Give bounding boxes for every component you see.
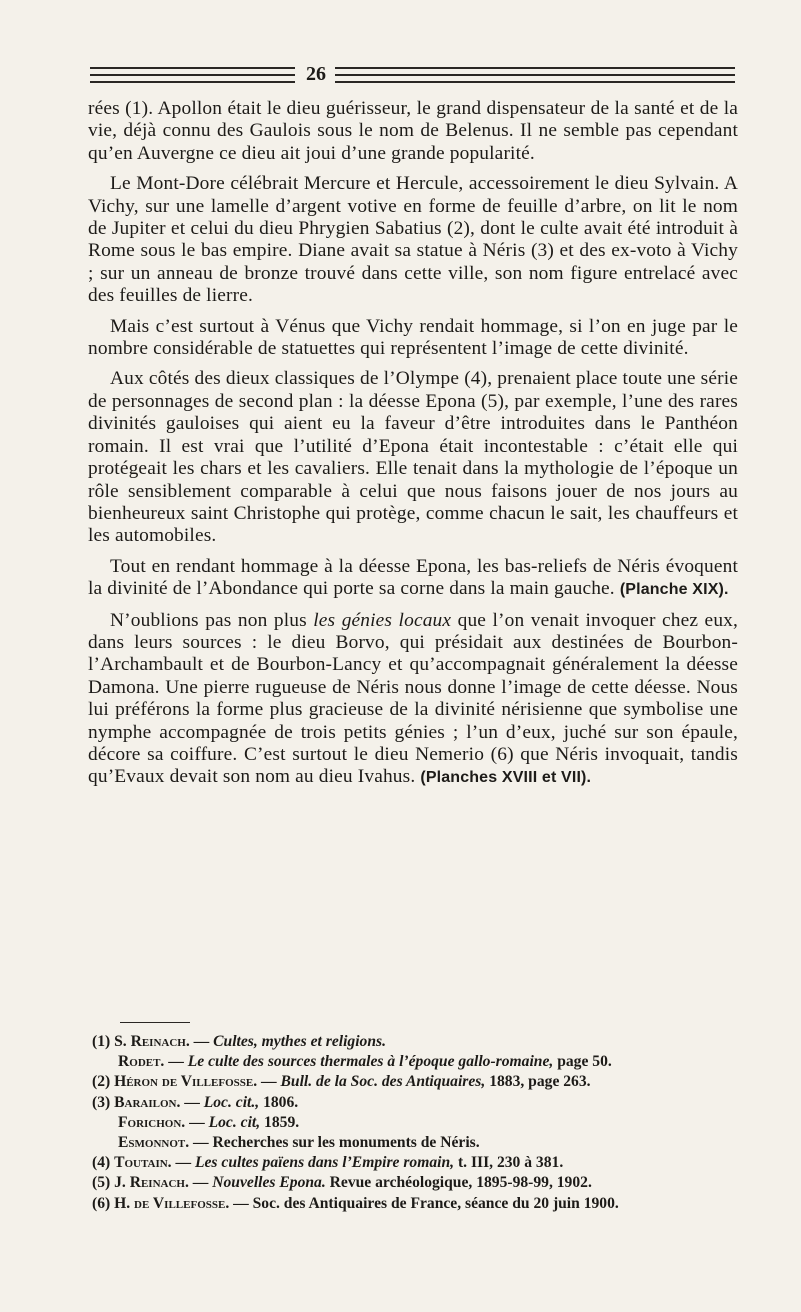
footnote-3c: Esmonnot. — Recherches sur les monuments de Néris.: [118, 1134, 480, 1152]
footnote-title: Bull. de la Soc. des Antiquaires,: [280, 1073, 486, 1091]
footnote-number: (2): [92, 1073, 111, 1091]
paragraph-1: rées (1). Apollon était le dieu guérisseur, le grand dispensateur de la santé et de la vie, déjà connu des Gaulois sous le nom de Belenus. Il ne semble pas cependant qu’en Auvergne ce dieu ait joui d’une grande popularité.: [88, 98, 738, 164]
header-rule: [90, 67, 295, 69]
footnote-2: (2) Héron de Villefosse. — Bull. de la Soc. des Antiquaires, 1883, page 263.: [92, 1073, 591, 1091]
header-rule: [90, 81, 295, 83]
paragraph-2: Le Mont-Dore célébrait Mercure et Hercule, accessoirement le dieu Sylvain. A Vichy, sur une lamelle d’argent votive en forme de feuille d’arbre, on lit le nom de Jupiter et celui du dieu Phrygien Sabatius (2), dont le culte avait été introduit à Rome sous le bas empire. Diane avait sa statue à Néris (3) et des ex-voto à Vichy ; sur un anneau de bronze trouvé dans cette ville, son nom figure entrelacé avec des feuilles de lierre.: [88, 173, 738, 307]
footnote-number: (3): [92, 1093, 111, 1111]
footnote-3b: Forichon. — Loc. cit, 1859.: [118, 1113, 300, 1131]
paragraph-5-text: Tout en rendant hommage à la déesse Epona, les bas-reliefs de Néris évoquent la divinité de l’Abondance qui porte sa corne dans la main gauche.: [88, 555, 738, 600]
paragraph-6-lead: N’oublions pas non plus: [110, 609, 307, 631]
footnote-number: (5): [92, 1174, 111, 1192]
footnote-1: (1) S. Reinach. — Cultes, mythes et religions.: [92, 1033, 386, 1050]
paragraph-6-text: que l’on venait invoquer chez eux, dans leurs sources : le dieu Borvo, qui présidait aux destinées de Bourbon-l’Archambault et de Bourbon-Lancy et qu’accompagnait généralement la déesse Damona. Une pierre rugueuse de Néris nous donne l’image de cette déesse. Nous lui préférons la forme plus gracieuse de la divinité nérisienne que symbolise une nymphe accompagnée de trois petits génies ; l’un d’eux, juché sur son épaule, décore sa coiffure. C’est surtout le dieu Nemerio (6) que Néris invoquait, tandis qu’Evaux devait son nom au dieu Ivahus.: [88, 609, 739, 788]
footnote-rest: 1806.: [263, 1093, 299, 1111]
header-rule: [335, 74, 735, 76]
footnote-author: Toutain.: [114, 1154, 172, 1172]
footnote-rest: t. III, 230 à 381.: [457, 1154, 564, 1172]
footnote-5: (5) J. Reinach. — Nouvelles Epona. Revue archéologique, 1895-98-99, 1902.: [92, 1174, 592, 1192]
footnote-author: J. Reinach.: [114, 1174, 189, 1192]
paragraph-6-italic: les génies locaux: [313, 609, 452, 631]
footnote-number: (6): [92, 1194, 111, 1212]
footnote-rest: page 50.: [557, 1053, 612, 1071]
footnote-number: (4): [92, 1154, 111, 1172]
footnote-title: Le culte des sources thermales à l’époque gallo-romaine,: [187, 1053, 554, 1071]
footnote-rest: 1859.: [264, 1113, 300, 1131]
footnote-number: (1): [92, 1033, 111, 1050]
page-header: [90, 60, 735, 90]
footnote-author: S. Reinach.: [114, 1033, 190, 1050]
footnote-rest: Soc. des Antiquaires de France, séance du 20 juin 1900.: [252, 1194, 619, 1212]
footnote-title: Les cultes païens dans l’Empire romain,: [194, 1154, 455, 1172]
paragraph-5: [88, 556, 738, 602]
footnote-rest: 1883, page 263.: [489, 1073, 591, 1091]
footnote-3: (3) Barailon. — Loc. cit., 1806.: [92, 1093, 299, 1111]
paragraph-6: [88, 610, 738, 790]
footnote-author: Héron de Villefosse.: [114, 1073, 258, 1091]
header-rule: [90, 74, 295, 76]
header-rule: [335, 67, 735, 69]
footnote-rest: Revue archéologique, 1895-98-99, 1902.: [329, 1174, 592, 1192]
footnote-rest: Recherches sur les monuments de Néris.: [212, 1134, 480, 1152]
paragraph-3: Mais c’est surtout à Vénus que Vichy rendait hommage, si l’on en juge par le nombre considérable de statuettes qui représentent l’image de cette divinité.: [88, 315, 738, 360]
footnote-title: Loc. cit.,: [203, 1093, 260, 1111]
footnote-4: (4) Toutain. — Les cultes païens dans l’Empire romain, t. III, 230 à 381.: [92, 1154, 564, 1172]
footnote-author: Esmonnot.: [118, 1134, 190, 1152]
footnotes: [88, 1032, 738, 1214]
plate-reference: (Planche XIX).: [619, 581, 729, 599]
footnote-rule: [120, 1022, 190, 1023]
footnote-title: Loc. cit,: [208, 1113, 261, 1131]
header-rule: [335, 81, 735, 83]
footnote-author: Forichon.: [118, 1113, 186, 1131]
footnote-author: Rodet.: [118, 1053, 165, 1071]
footnote-6: (6) H. de Villefosse. — Soc. des Antiquaires de France, séance du 20 juin 1900.: [92, 1194, 619, 1212]
footnote-1b: Rodet. — Le culte des sources thermales à l’époque gallo-romaine, page 50.: [118, 1053, 612, 1071]
footnote-author: H. de Villefosse.: [114, 1194, 230, 1212]
body-text: [88, 98, 738, 798]
page-number: 26: [298, 60, 334, 88]
paragraph-4: Aux côtés des dieux classiques de l’Olympe (4), prenaient place toute une série de personnages de second plan : la déesse Epona (5), par exemple, l’une des rares divinités gauloises qui aient eu la faveur d’être introduites dans le Panthéon romain. Il est vrai que l’utilité d’Epona était incontestable : c’était elle qui protégeait les chars et les cavaliers. Elle tenait dans la mythologie de l’époque un rôle sensiblement comparable à celui que nous faisons jouer de nos jours au bienheureux saint Christophe qui protège, comme chacun le sait, les chauffeurs et les automobiles.: [88, 368, 738, 547]
footnote-author: Barailon.: [114, 1093, 181, 1111]
footnote-title: Nouvelles Epona.: [212, 1174, 326, 1192]
plate-reference: (Planches XVIII et VII).: [420, 769, 592, 787]
footnote-title: Cultes, mythes et religions.: [213, 1033, 386, 1050]
